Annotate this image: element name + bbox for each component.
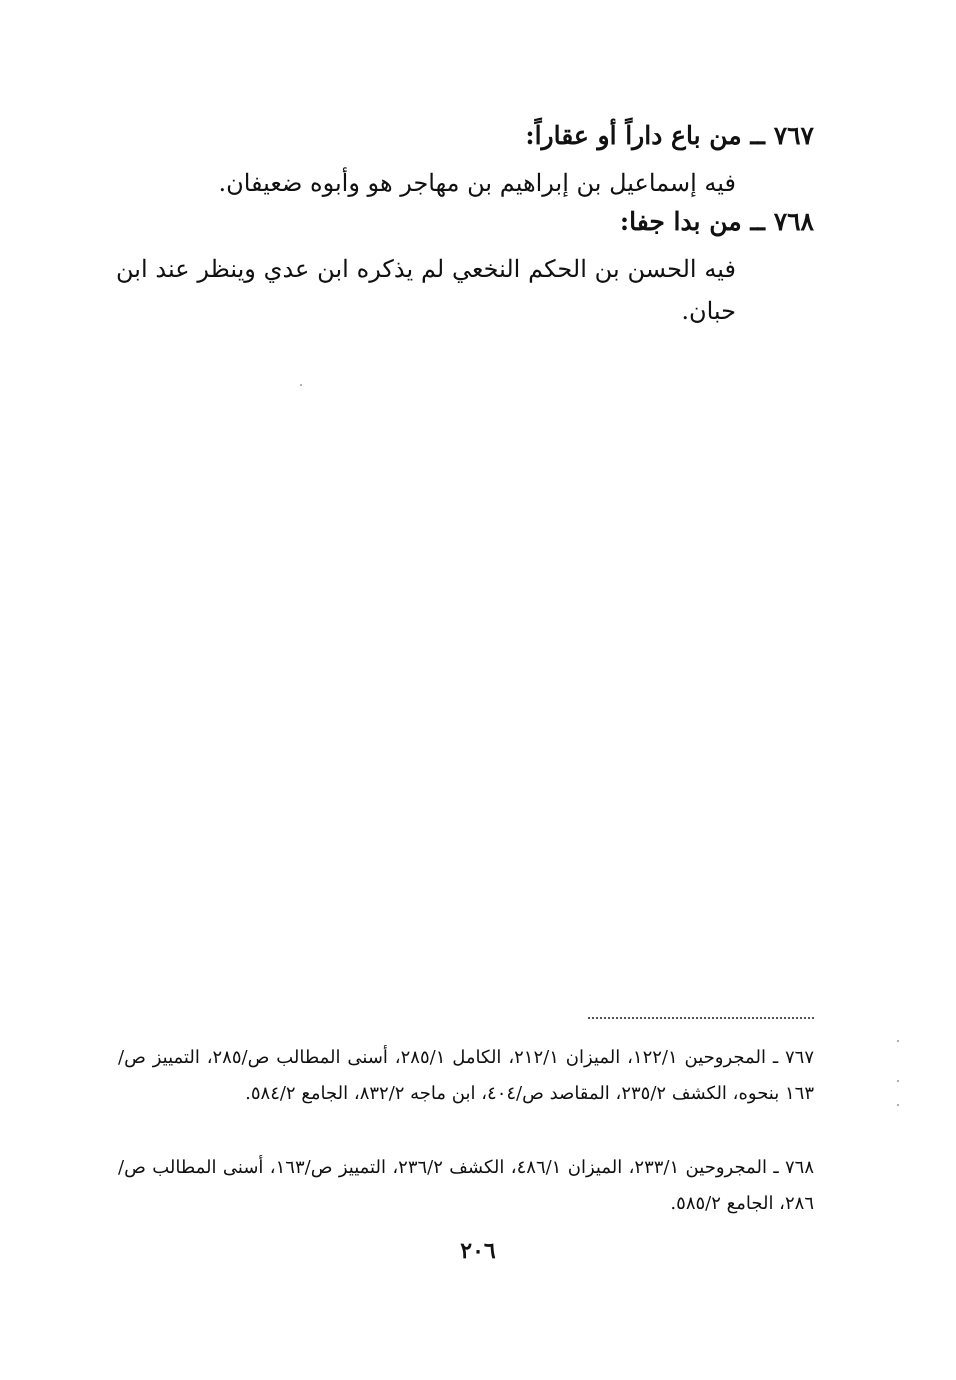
footnote-768: ٧٦٨ ـ المجروحين ٢٣٣/١، الميزان ٤٨٦/١، الكشف ٢٣٦/٢، التمييز ص/١٦٣، أسنى المطالب ص/٢٨٦، الجامع ٥٨٥/٢.: [118, 1157, 815, 1214]
scan-speck: [897, 1104, 899, 1106]
entry-768-heading: ٧٦٨ ــ من بدا جفا:: [619, 207, 814, 236]
entry-767-heading: ٧٦٧ ــ من باع داراً أو عقاراً:: [525, 121, 814, 150]
scan-speck: [300, 384, 302, 386]
footnote-separator: [588, 1007, 814, 1019]
entry-768-body: فيه الحسن بن الحكم النخعي لم يذكره ابن عدي وينظر عند ابن حبان.: [116, 255, 736, 325]
page-number: ٢٠٦: [460, 1238, 496, 1264]
scan-speck: [897, 1080, 899, 1082]
footnote-767: ٧٦٧ ـ المجروحين ١٢٢/١، الميزان ٢١٢/١، الكامل ٢٨٥/١، أسنى المطالب ص/٢٨٥، التمييز ص/١٦٣ بنحوه، الكشف ٢٣٥/٢، المقاصد ص/٤٠٤، ابن ماجه ٨٣٢/٢، الجامع ٥٨٤/٢.: [118, 1047, 814, 1104]
scan-speck: [897, 1040, 899, 1042]
entry-767-body: فيه إسماعيل بن إبراهيم بن مهاجر هو وأبوه ضعيفان.: [218, 169, 736, 197]
